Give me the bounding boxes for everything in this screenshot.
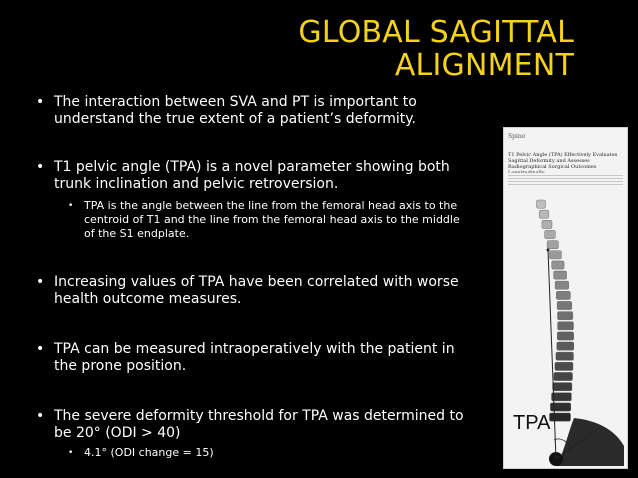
bullet-marker: •: [36, 274, 45, 290]
bullet-text: TPA can be measured intraoperatively with the patient in the prone position.: [54, 341, 455, 374]
vertebrae-group: [537, 200, 574, 421]
sub-bullet-marker: •: [68, 201, 74, 211]
vertebra: [554, 372, 573, 380]
bullet-item: [36, 341, 466, 375]
vertebra: [557, 332, 573, 340]
vertebra: [547, 241, 558, 249]
vertebra: [552, 261, 564, 269]
bullet-marker: •: [36, 94, 45, 110]
bullet-item: [36, 94, 466, 128]
bullet-text: Increasing values of TPA have been correlated with worse health outcome measures.: [54, 274, 459, 307]
bullet-text: T1 pelvic angle (TPA) is a novel parameter showing both trunk inclination and pelvic retroversion.: [54, 159, 450, 192]
bullet-text: The interaction between SVA and PT is important to understand the true extent of a patient’s deformity.: [54, 94, 417, 127]
vertebra: [554, 271, 567, 279]
bullet-marker: •: [36, 408, 45, 424]
t1-centroid: [547, 249, 550, 252]
bullet-marker: •: [36, 341, 45, 357]
vertebra: [550, 413, 571, 421]
tpa-label: TPA: [513, 412, 551, 434]
bullet-list: [36, 90, 466, 460]
vertebra: [555, 362, 573, 370]
vertebra: [552, 393, 572, 401]
vertebra: [537, 200, 546, 208]
bullet-item: [36, 274, 466, 308]
vertebra: [558, 322, 574, 330]
vertebra: [556, 291, 570, 299]
vertebra: [557, 342, 574, 350]
sub-bullet-marker: •: [68, 448, 74, 458]
title-line-2: ALIGNMENT: [394, 48, 574, 83]
article-title: T1 Pelvic Angle (TPA) Effectively Evaluates Sagittal Deformity and Assesses Radiographical Surgical Outcomes: [508, 152, 618, 170]
bullet-text: The severe deformity threshold for TPA was determined to be 20° (ODI > 40): [54, 408, 464, 441]
vertebra: [558, 312, 573, 320]
sub-bullet-text: 4.1° (ODI change = 15): [84, 446, 214, 459]
vertebra: [553, 383, 572, 391]
sub-bullet-item: [68, 199, 466, 241]
vertebra: [556, 352, 574, 360]
slide-title: [298, 16, 574, 82]
bullet-item: [36, 408, 466, 442]
vertebra: [545, 230, 556, 238]
bullet-item: [36, 159, 466, 193]
vertebra: [542, 220, 552, 228]
spine-figure-image: [503, 127, 628, 469]
bullet-marker: •: [36, 159, 45, 175]
vertebra: [555, 281, 569, 289]
title-line-1: GLOBAL SAGITTAL: [298, 15, 574, 50]
vertebra: [539, 210, 549, 218]
sub-bullet-item: [68, 446, 466, 460]
sub-bullet-text: TPA is the angle between the line from the femoral head axis to the centroid of T1 and the line from the femoral head axis to the middle of the S1 endplate.: [84, 199, 460, 240]
vertebra: [550, 251, 562, 259]
vertebra: [557, 301, 572, 309]
journal-name: Spine: [508, 133, 526, 140]
